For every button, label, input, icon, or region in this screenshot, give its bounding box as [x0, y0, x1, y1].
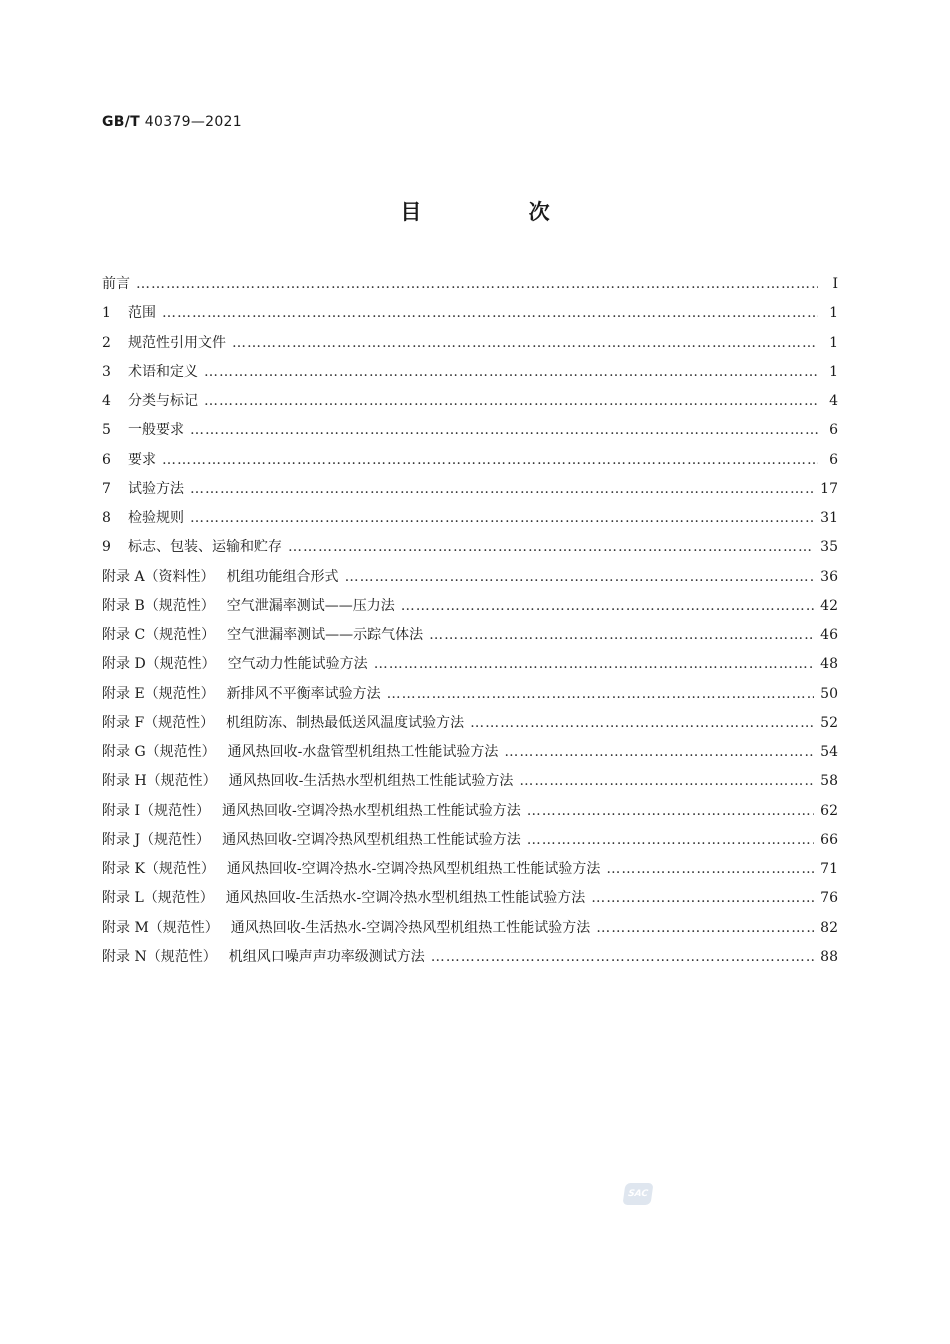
- toc-entry-label: 要求: [128, 451, 156, 468]
- toc-entry-number: 9: [102, 539, 111, 556]
- toc-leader-dots: [136, 270, 818, 299]
- toc-leader-dots: [162, 446, 818, 475]
- toc-entry[interactable]: [102, 680, 838, 709]
- toc-entry-title: [102, 680, 381, 709]
- toc-entry-title: [102, 592, 395, 621]
- toc-entry-label: 机组风口噪声声功率级测试方法: [228, 948, 425, 965]
- toc-entry-label: 标志、包装、运输和贮存: [128, 539, 282, 556]
- toc-entry-title: [102, 621, 423, 650]
- toc-entry-title: [102, 914, 590, 943]
- toc-page-number: 76: [820, 890, 838, 907]
- toc-entry-number: 附录 I（规范性）: [102, 802, 210, 819]
- toc-leader-dots: [401, 592, 814, 621]
- toc-entry-number: 5: [102, 422, 111, 439]
- toc-entry-label: 通风热回收-空调冷热水型机组热工性能试验方法: [221, 802, 521, 819]
- toc-entry-label: 术语和定义: [128, 363, 198, 380]
- toc-page-number: 35: [820, 539, 838, 556]
- toc-entry-label: 通风热回收-生活热水-空调冷热风型机组热工性能试验方法: [230, 919, 591, 936]
- toc-entry[interactable]: [102, 826, 838, 855]
- page-title: 目 次: [400, 200, 600, 224]
- toc-leader-dots: [204, 358, 818, 387]
- toc-entry[interactable]: [102, 943, 838, 972]
- toc-entry-title: [102, 416, 184, 445]
- toc-entry-label: 通风热回收-生活热水-空调冷热水型机组热工性能试验方法: [225, 890, 586, 907]
- toc-leader-dots: [190, 475, 814, 504]
- toc-entry-title: [102, 475, 184, 504]
- toc-leader-dots: [429, 621, 814, 650]
- toc-leader-dots: [431, 943, 814, 972]
- toc-entry-title: [102, 563, 339, 592]
- toc-leader-dots: [527, 797, 814, 826]
- toc-entry-title: [102, 533, 282, 562]
- toc-entry-title: [102, 767, 513, 796]
- toc-entry-title: [102, 270, 130, 299]
- toc-entry-number: 附录 E（规范性）: [102, 685, 215, 702]
- toc-page-number: 1: [829, 334, 838, 351]
- toc-page-number: 1: [829, 305, 838, 322]
- toc-entry-number: 1: [102, 305, 111, 322]
- toc-entry[interactable]: [102, 504, 838, 533]
- toc-entry-number: 7: [102, 480, 111, 497]
- toc-entry-number: 2: [102, 334, 111, 351]
- toc-entry[interactable]: [102, 592, 838, 621]
- toc-page-number: 17: [820, 480, 838, 497]
- toc-entry-number: 附录 K（规范性）: [102, 861, 215, 877]
- toc-page-number: 52: [820, 714, 838, 731]
- toc-entry-label: 机组功能组合形式: [226, 568, 339, 585]
- table-of-contents: [102, 270, 838, 972]
- toc-entry-label: 新排风不平衡率试验方法: [226, 685, 381, 702]
- toc-entry-label: 空气泄漏率测试——示踪气体法: [227, 627, 424, 643]
- toc-leader-dots: [504, 738, 814, 767]
- toc-entry-number: 6: [102, 451, 111, 468]
- toc-leader-dots: [345, 563, 815, 592]
- toc-page-number: 31: [820, 510, 838, 526]
- toc-entry-title: [102, 826, 521, 855]
- toc-page-number: 46: [820, 627, 838, 643]
- toc-entry-label: 通风热回收-空调冷热风型机组热工性能试验方法: [222, 831, 521, 848]
- toc-entry[interactable]: [102, 650, 838, 679]
- toc-entry-title: [102, 709, 464, 738]
- toc-entry[interactable]: [102, 621, 838, 650]
- toc-leader-dots: [190, 416, 818, 445]
- toc-page-number: 36: [820, 568, 838, 585]
- toc-entry[interactable]: [102, 270, 838, 299]
- toc-entry[interactable]: [102, 299, 838, 328]
- toc-entry[interactable]: [102, 797, 838, 826]
- toc-entry-number: 附录 C（规范性）: [102, 627, 216, 643]
- standard-code: [102, 114, 242, 130]
- toc-leader-dots: [519, 767, 814, 796]
- toc-entry-title: [102, 387, 198, 416]
- toc-page-number: 6: [829, 451, 838, 468]
- toc-entry[interactable]: [102, 914, 838, 943]
- toc-leader-dots: [190, 504, 814, 533]
- sac-watermark-logo: SAC: [622, 1183, 653, 1205]
- toc-leader-dots: [591, 884, 814, 913]
- toc-entry[interactable]: [102, 709, 838, 738]
- standard-prefix: GB/T: [102, 114, 141, 130]
- toc-entry[interactable]: [102, 358, 838, 387]
- toc-leader-dots: [288, 533, 814, 562]
- toc-page-number: 4: [829, 393, 838, 409]
- toc-entry-label: 一般要求: [128, 422, 184, 439]
- toc-page-number: 6: [829, 422, 838, 439]
- toc-page-number: 48: [820, 656, 838, 673]
- toc-entry-label: 检验规则: [128, 510, 184, 526]
- toc-entry[interactable]: [102, 446, 838, 475]
- toc-entry-title: [102, 650, 368, 679]
- toc-leader-dots: [470, 709, 814, 738]
- toc-page-number: 66: [820, 831, 838, 848]
- toc-entry[interactable]: [102, 884, 838, 913]
- toc-entry-label: 通风热回收-空调冷热水-空调冷热风型机组热工性能试验方法: [226, 861, 601, 877]
- toc-entry-number: 附录 D（规范性）: [102, 656, 216, 673]
- toc-leader-dots: [162, 299, 818, 328]
- toc-leader-dots: [596, 914, 814, 943]
- toc-page-number: 62: [820, 802, 838, 819]
- toc-entry-label: 机组防冻、制热最低送风温度试验方法: [226, 714, 465, 731]
- toc-leader-dots: [527, 826, 814, 855]
- toc-entry-label: 通风热回收-生活热水型机组热工性能试验方法: [228, 773, 514, 790]
- toc-entry-title: [102, 884, 585, 913]
- toc-page-number: 71: [820, 861, 838, 877]
- toc-entry-label: 通风热回收-水盘管型机组热工性能试验方法: [227, 744, 499, 760]
- toc-entry-number: 附录 M（规范性）: [102, 919, 219, 936]
- toc-entry-number: 附录 J（规范性）: [102, 831, 211, 848]
- toc-entry[interactable]: [102, 475, 838, 504]
- toc-entry-number: 附录 A（资料性）: [102, 568, 215, 585]
- toc-entry-label: 前言: [102, 276, 130, 292]
- toc-entry-number: 附录 N（规范性）: [102, 948, 217, 965]
- toc-entry-label: 试验方法: [128, 480, 184, 497]
- toc-entry-title: [102, 446, 156, 475]
- toc-entry[interactable]: [102, 855, 838, 884]
- toc-page-number: 1: [829, 363, 838, 380]
- toc-leader-dots: [232, 329, 818, 358]
- toc-entry-number: 4: [102, 393, 111, 409]
- toc-entry-title: [102, 329, 226, 358]
- toc-entry[interactable]: [102, 329, 838, 358]
- toc-entry-label: 规范性引用文件: [128, 334, 226, 351]
- toc-entry-title: [102, 943, 425, 972]
- toc-leader-dots: [606, 855, 814, 884]
- toc-entry-number: 附录 H（规范性）: [102, 773, 217, 790]
- toc-entry-label: 分类与标记: [128, 393, 198, 409]
- toc-entry-label: 范围: [128, 305, 156, 322]
- toc-entry-number: 附录 F（规范性）: [102, 714, 215, 731]
- toc-entry-number: 附录 B（规范性）: [102, 597, 215, 614]
- toc-entry-number: 8: [102, 510, 111, 526]
- toc-page-number: 58: [820, 773, 838, 790]
- toc-leader-dots: [204, 387, 818, 416]
- toc-entry-title: [102, 738, 498, 767]
- toc-entry-label: 空气动力性能试验方法: [227, 656, 368, 673]
- toc-page-number: 88: [820, 948, 838, 965]
- toc-entry-number: 3: [102, 363, 111, 380]
- toc-entry[interactable]: [102, 387, 838, 416]
- toc-leader-dots: [374, 650, 814, 679]
- toc-leader-dots: [387, 680, 815, 709]
- toc-entry-title: [102, 855, 600, 884]
- toc-entry-title: [102, 797, 521, 826]
- toc-page-number: 82: [820, 919, 838, 936]
- toc-entry-title: [102, 299, 156, 328]
- toc-entry-number: 附录 L（规范性）: [102, 890, 214, 907]
- toc-entry[interactable]: [102, 416, 838, 445]
- toc-page-number: 54: [820, 744, 838, 760]
- toc-entry-number: 附录 G（规范性）: [102, 744, 216, 760]
- toc-page-number: Ⅰ: [832, 276, 838, 292]
- toc-entry-title: [102, 504, 184, 533]
- toc-entry-label: 空气泄漏率测试——压力法: [226, 597, 395, 614]
- toc-page-number: 50: [820, 685, 838, 702]
- toc-entry[interactable]: [102, 533, 838, 562]
- toc-entry[interactable]: [102, 767, 838, 796]
- standard-number: 40379—2021: [144, 114, 242, 130]
- toc-entry[interactable]: [102, 563, 838, 592]
- toc-entry-title: [102, 358, 198, 387]
- toc-entry[interactable]: [102, 738, 838, 767]
- toc-page-number: 42: [820, 597, 838, 614]
